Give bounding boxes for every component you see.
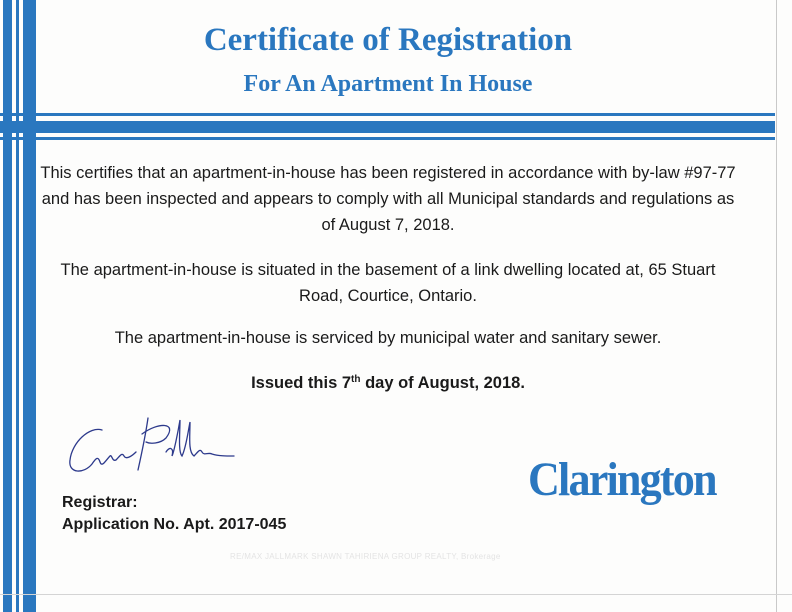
services-paragraph: The apartment-in-house is serviced by municipal water and sanitary sewer. [114,329,662,347]
header-border-stripe [0,113,775,116]
location-paragraph: The apartment-in-house is situated in the basement of a link dwelling located at, 65 Stuart Road, Courtice, Ontario. [60,261,716,305]
page-edge [0,594,792,595]
brokerage-watermark: RE/MAX JALLMARK SHAWN TAHIRIENA GROUP REALTY, Brokerage [230,552,501,561]
page-edge [776,0,777,612]
certification-paragraph: This certifies that an apartment-in-house has been registered in accordance with by-law #97-77 and has been inspected and appears to comply with all Municipal standards and regulations as of August 7, 2018. [40,164,736,234]
issued-suffix: day of August, 2018. [360,374,525,392]
clarington-logo: Clarington [528,453,716,506]
issued-ordinal: th [351,374,361,385]
header-border-stripe [0,121,775,133]
header-border-stripe [0,137,775,140]
registrar-label: Registrar: [62,494,138,511]
certificate-title: Certificate of Registration [203,22,573,58]
issued-prefix: Issued this 7 [251,374,352,392]
application-number: Application No. Apt. 2017-045 [62,516,287,533]
certificate-subtitle: For An Apartment In House [243,71,533,97]
registrar-signature [62,412,242,482]
issued-date [40,374,736,393]
